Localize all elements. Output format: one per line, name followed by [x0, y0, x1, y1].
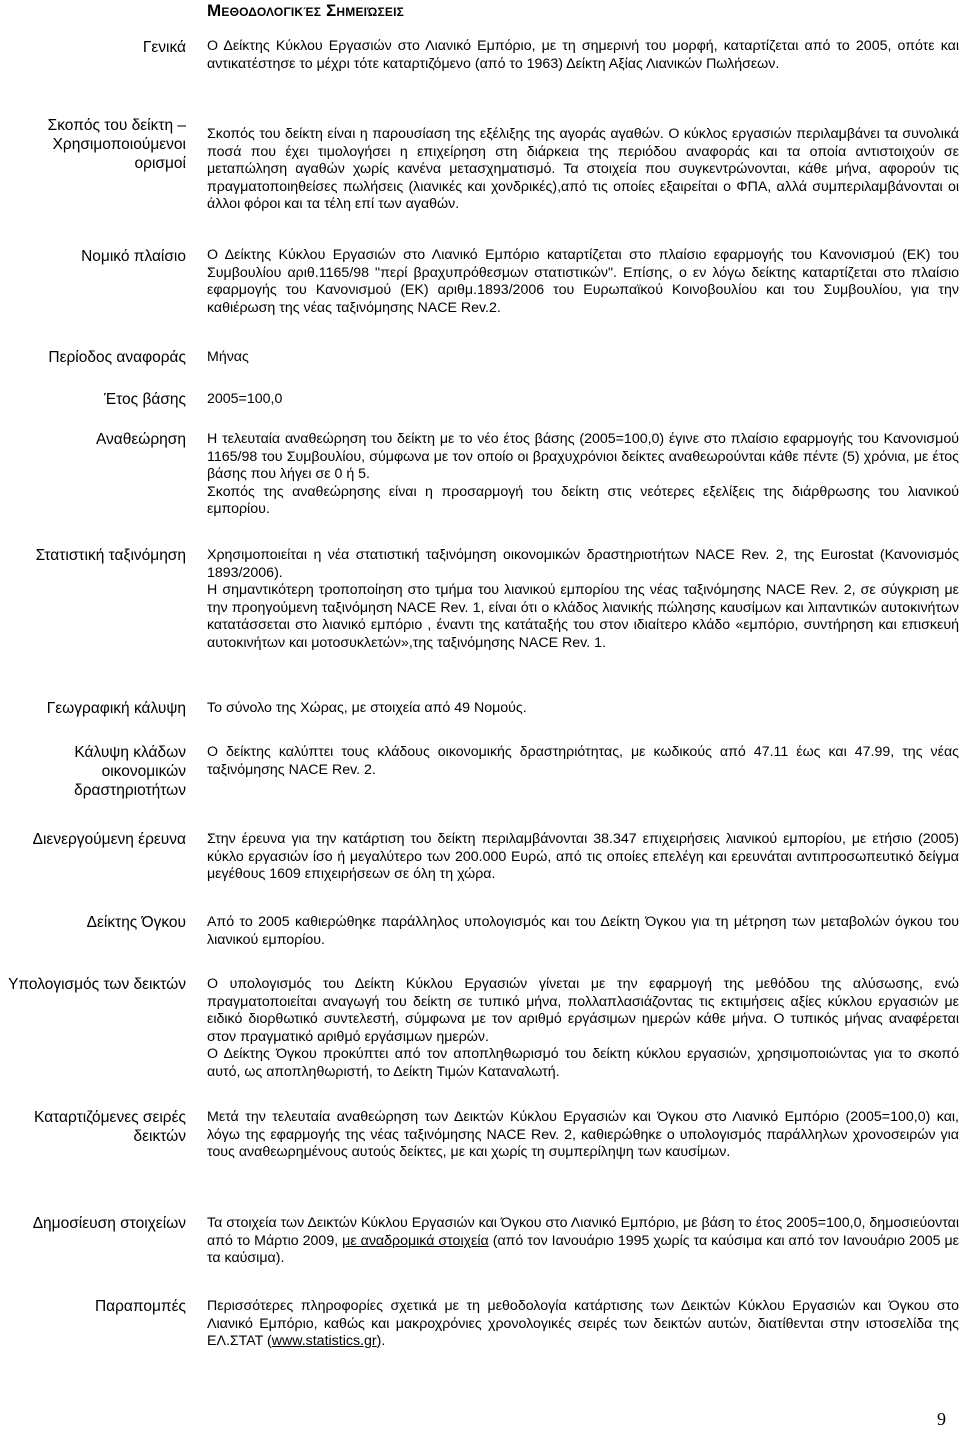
link[interactable]: www.statistics.gr — [271, 1333, 377, 1350]
section-text — [207, 831, 959, 884]
section-label: Νομικό πλαίσιο — [81, 248, 186, 265]
paragraph: Στην έρευνα για την κατάρτιση του δείκτη περιλαμβάνονται 38.347 επιχειρήσεις λιανικού εμπορίου, με ετήσιο (2005) κύκλο εργασιών ίσο ή μεγαλύτερο των 200.000 Ευρώ, από τις οποίες επελέγη και ερευνάται αντιπροσωπευτικό δείγμα μεγέθους 1609 επιχειρήσεων σε όλη τη χώρα. — [207, 831, 959, 883]
section-label: Παραπομπές — [94, 1298, 186, 1315]
section-label: Αναθεώρηση — [95, 431, 186, 448]
section-text — [207, 247, 959, 317]
section-text — [207, 547, 959, 653]
section-text — [207, 700, 959, 718]
paragraph: Μήνας — [207, 349, 249, 365]
paragraph: Το σύνολο της Χώρας, με στοιχεία από 49 Νομούς. — [207, 700, 527, 716]
paragraph: Η τελευταία αναθεώρηση του δείκτη με το νέο έτος βάσης (2005=100,0) έγινε στο πλαίσιο εφαρμογής του Κανονισμού 1165/98 του Συμβουλίου, σύμφωνα με τον οποίο οι βραχυχρόνιοι δείκτες αναθεωρούνται κάθε πέντε (5) χρόνια, με έτος βάσης που λήγει σε 0 ή 5. — [207, 431, 959, 483]
section-text — [207, 1215, 959, 1268]
section-label: Στατιστική ταξινόμηση — [35, 547, 186, 564]
page-title — [207, 2, 404, 20]
paragraph: Ο Δείκτης Κύκλου Εργασιών στο Λιανικό Εμπόριο, με τη σημερινή του μορφή, καταρτίζεται από το 2005, οπότε και αντικατέστησε το μέχρι τότε καταρτιζόμενο (από το 1963) Δείκτη Αξίας Λιανικών Πωλήσεων. — [207, 38, 959, 72]
paragraph: Ο δείκτης καλύπτει τους κλάδους οικονομικής δραστηριότητας, με κωδικούς από 47.11 έως και 47.99, της νέας ταξινόμησης NACE Rev. 2. — [207, 744, 959, 778]
section-label: Διενεργούμενη έρευνα — [32, 831, 186, 848]
section-label: Κάλυψη κλάδων οικονομικών δραστηριοτήτων — [74, 744, 186, 799]
section-label: Δείκτης Όγκου — [86, 914, 186, 931]
section-label: Σκοπός του δείκτη – Χρησιμοποιούμενοι ορισμοί — [47, 117, 186, 172]
section-label: Δημοσίευση στοιχείων — [32, 1215, 186, 1232]
section-text — [207, 914, 959, 949]
paragraph: Τα στοιχεία των Δεικτών Κύκλου Εργασιών και Όγκου στο Λιανικό Εμπόριο, με βάση το έτος 2005=100,0, δημοσιεύονται από το Μάρτιο 2009, με αναδρομικά στοιχεία (από τον Ιανουάριο 1995 χωρίς τα καύσιμα και από τον Ιανουάριο 2005 με τα καύσιμα). — [207, 1215, 959, 1267]
paragraph: Ο Δείκτης Όγκου προκύπτει από τον αποπληθωρισμό του δείκτη κύκλου εργασιών, χρησιμοποιώντας για το σκοπό αυτό, ως αποπληθωριστή, το Δείκτη Τιμών Καταναλωτή. — [207, 1046, 959, 1080]
paragraph: Ο Δείκτης Κύκλου Εργασιών στο Λιανικό Εμπόριο καταρτίζεται στο πλαίσιο εφαρμογής του Κανονισμού (ΕΚ) του Συμβουλίου αριθ.1165/98 "περί βραχυπρόθεσμων στατιστικών". Επίσης, ο εν λόγω δείκτης καταρτίζεται στο πλαίσιο εφαρμογής του Κανονισμού (ΕΚ) αριθμ.1893/2006 του Ευρωπαϊκού Κοινοβουλίου και του Συμβουλίου, για την καθιέρωση της νέας ταξινόμησης NACE Rev.2. — [207, 247, 959, 316]
section-text — [207, 1109, 959, 1162]
section-label: Γεωγραφική κάλυψη — [46, 700, 186, 717]
paragraph: 2005=100,0 — [207, 391, 283, 407]
section-label: Γενικά — [142, 39, 186, 56]
paragraph: Σκοπός της αναθεώρησης είναι η προσαρμογή του δείκτη στις νεότερες εξελίξεις της διάρθρωσης του λιανικού εμπορίου. — [207, 483, 959, 518]
paragraph: Από το 2005 καθιερώθηκε παράλληλος υπολογισμός και του Δείκτη Όγκου για τη μέτρηση των μεταβολών όγκου του λιανικού εμπορίου. — [207, 914, 959, 948]
title-text: Μεθοδολογικές Σημειώσεις — [207, 1, 405, 20]
section-text — [207, 744, 959, 779]
section-label: Έτος βάσης — [104, 391, 186, 408]
section-text — [207, 349, 959, 367]
paragraph: Μετά την τελευταία αναθεώρηση των Δεικτών Κύκλου Εργασιών και Όγκου στο Λιανικό Εμπόριο (2005=100,0) και, λόγω της εφαρμογής της νέας ταξινόμησης NACE Rev. 2, καθιερώθηκε ο υπολογισμός παράλληλων χρονοσειρών για τους αναθεωρημένους αυτούς δείκτες, με και χωρίς τη συμπερίληψη των καυσίμων. — [207, 1109, 959, 1161]
section-text — [207, 391, 959, 409]
section-label: Υπολογισμός των δεικτών — [8, 976, 186, 993]
section-text — [207, 38, 959, 73]
section-label: Περίοδος αναφοράς — [48, 349, 186, 366]
paragraph: Ο υπολογισμός του Δείκτη Κύκλου Εργασιών γίνεται με την εφαρμογή της μεθόδου της αλύσωσης, ενώ πραγματοποιείται αναγωγή του δείκτη σε τυπικό μήνα, πολλαπλασιάζοντας τις εκτιμήσεις αξίες κύκλου εργασιών με ειδικό διορθωτικό συντελεστή, σύμφωνα με τον αριθμό εργάσιμων ημερών κάθε μήνα. Ο τυπικός μήνας αναφέρεται στον πραγματικό αριθμό εργάσιμων ημερών. — [207, 976, 959, 1045]
section-text — [207, 976, 959, 1082]
section-text — [207, 126, 959, 214]
page-number: 9 — [937, 1409, 946, 1429]
section-text — [207, 431, 959, 519]
paragraph: Η σημαντικότερη τροποποίηση στο τμήμα του λιανικού εμπορίου της νέας ταξινόμησης NACE Rev. 2, σε σύγκριση με την προηγούμενη ταξινόμηση NACE Rev. 1, είναι ότι ο κλάδος λιανικής πώλησης καυσίμων και λιπαντικών αυτοκινήτων κατατάσσεται στο λιανικό εμπόριο , έναντι της κατάταξής του στον ιδιαίτερο κλάδο «εμπόριο, συντήρηση και επισκευή αυτοκινήτων και μοτοσυκλετών»,της ταξινόμησης NACE Rev. 1. — [207, 582, 959, 651]
paragraph: Χρησιμοποιείται η νέα στατιστική ταξινόμηση οικονομικών δραστηριοτήτων NACE Rev. 2, της Eurostat (Κανονισμός 1893/2006). — [207, 547, 959, 581]
section-text — [207, 1298, 959, 1351]
section-label: Καταρτιζόμενες σειρές δεικτών — [34, 1109, 186, 1145]
paragraph: Σκοπός του δείκτη είναι η παρουσίαση της εξέλιξης της αγοράς αγαθών. Ο κύκλος εργασιών περιλαμβάνει τα συνολικά ποσά που έχει τιμολογήσει η επιχείρηση στη διάρκεια της περιόδου αναφοράς και τα οποία αντιστοιχούν σε μεταπώληση αγαθών χωρίς κανένα μετασχηματισμό. Τα στοιχεία που συγκεντρώνονται, κάθε μήνα, αφορούν τις πραγματοποιηθείσες πωλήσεις (λιανικές και χονδρικές),από τις οποίες εξαιρείται ο ΦΠΑ, αλλά συμπεριλαμβάνονται οι άλλοι φόροι και τα τέλη επί των αγαθών. — [207, 126, 959, 213]
link[interactable]: με αναδρομικά στοιχεία — [342, 1232, 489, 1249]
paragraph: Περισσότερες πληροφορίες σχετικά με τη μεθοδολογία κατάρτισης των Δεικτών Κύκλου Εργασιών και Όγκου στο Λιανικό Εμπόριο, καθώς και μακροχρόνιες χρονολογικές σειρές των δεικτών αυτών, διατίθενται στην ιστοσελίδα της ΕΛ.ΣΤΑΤ (www.statistics.gr). — [207, 1298, 959, 1350]
